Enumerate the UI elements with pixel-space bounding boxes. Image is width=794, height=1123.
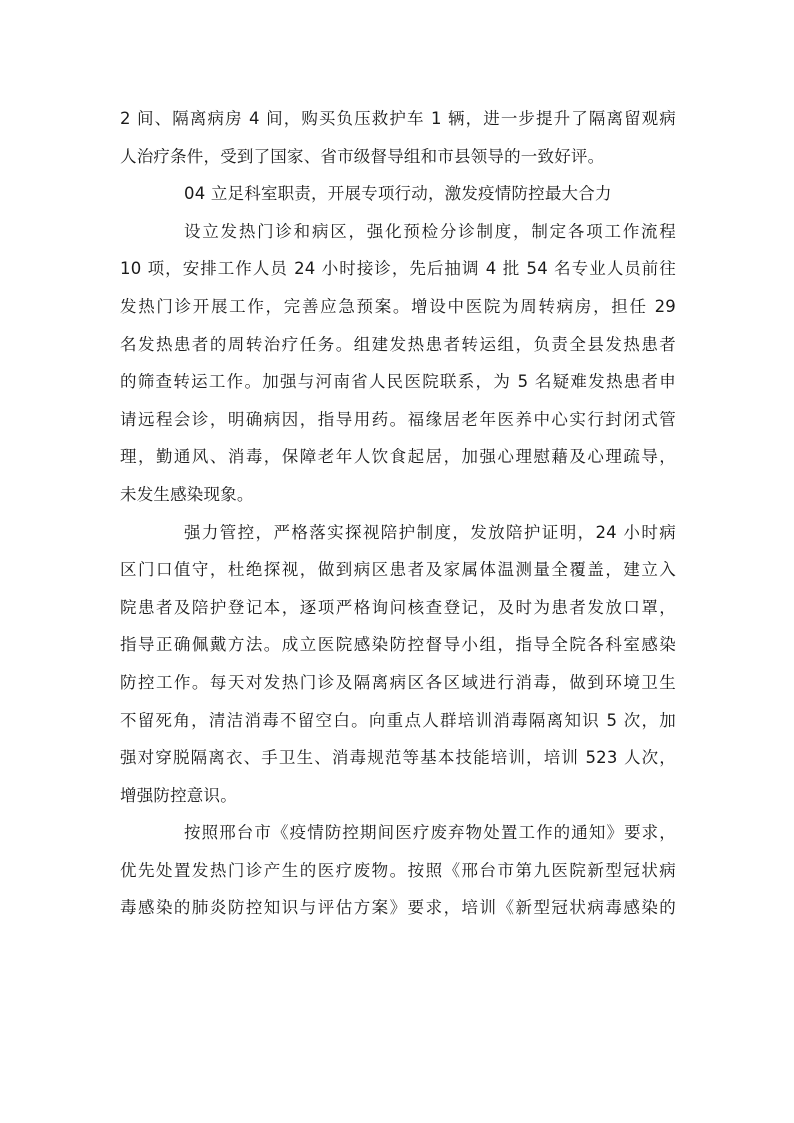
paragraph bbox=[120, 514, 676, 815]
heading-line: 04 立足科室职责，开展专项行动，激发疫情防控最大合力 bbox=[184, 184, 612, 204]
text-line: 发热门诊开展工作，完善应急预案。增设中医院为周转病房，担任 29 bbox=[120, 296, 676, 316]
text-line: 不留死角，清洁消毒不留空白。向重点人群培训消毒隔离知识 5 次，加 bbox=[120, 710, 676, 730]
text-line: 强对穿脱隔离衣、手卫生、消毒规范等基本技能培训，培训 523 人次， bbox=[120, 748, 676, 768]
document-page bbox=[120, 100, 676, 927]
paragraph bbox=[120, 213, 676, 514]
text-line: 未发生感染现象。 bbox=[120, 484, 254, 504]
text-line: 的筛查转运工作。加强与河南省人民医院联系，为 5 名疑难发热患者申 bbox=[120, 372, 676, 392]
text-line: 设立发热门诊和病区，强化预检分诊制度，制定各项工作流程 bbox=[184, 221, 676, 241]
text-line: 强力管控，严格落实探视陪护制度，发放陪护证明，24 小时病 bbox=[184, 522, 676, 542]
text-line: 区门口值守，杜绝探视，做到病区患者及家属体温测量全覆盖，建立入 bbox=[120, 560, 676, 580]
text-line: 指导正确佩戴方法。成立医院感染防控督导小组，指导全院各科室感染 bbox=[120, 635, 676, 655]
text-line: 2 间、隔离病房 4 间，购买负压救护车 1 辆，进一步提升了隔离留观病 bbox=[120, 109, 676, 128]
text-line: 名发热患者的周转治疗任务。组建发热患者转运组，负责全县发热患者 bbox=[120, 334, 676, 354]
section-heading bbox=[120, 175, 676, 213]
text-line: 理，勤通风、消毒，保障老年人饮食起居，加强心理慰藉及心理疏导， bbox=[120, 447, 676, 467]
text-line: 院患者及陪护登记本，逐项严格询问核查登记，及时为患者发放口罩， bbox=[120, 597, 676, 617]
paragraph bbox=[120, 100, 676, 175]
text-line: 防控工作。每天对发热门诊及隔离病区各区域进行消毒，做到环境卫生 bbox=[120, 672, 676, 692]
text-line: 10 项，安排工作人员 24 小时接诊，先后抽调 4 批 54 名专业人员前往 bbox=[120, 259, 676, 279]
text-line: 增强防控意识。 bbox=[120, 785, 237, 805]
text-line: 优先处置发热门诊产生的医疗废物。按照《邢台市第九医院新型冠状病 bbox=[120, 860, 676, 880]
text-line: 人治疗条件，受到了国家、省市级督导组和市县领导的一致好评。 bbox=[120, 146, 605, 166]
text-line: 请远程会诊，明确病因，指导用药。福缘居老年医养中心实行封闭式管 bbox=[120, 409, 676, 429]
text-line: 毒感染的肺炎防控知识与评估方案》要求，培训《新型冠状病毒感染的 bbox=[120, 898, 676, 918]
text-line: 按照邢台市《疫情防控期间医疗废弃物处置工作的通知》要求， bbox=[184, 823, 676, 843]
paragraph bbox=[120, 814, 676, 927]
